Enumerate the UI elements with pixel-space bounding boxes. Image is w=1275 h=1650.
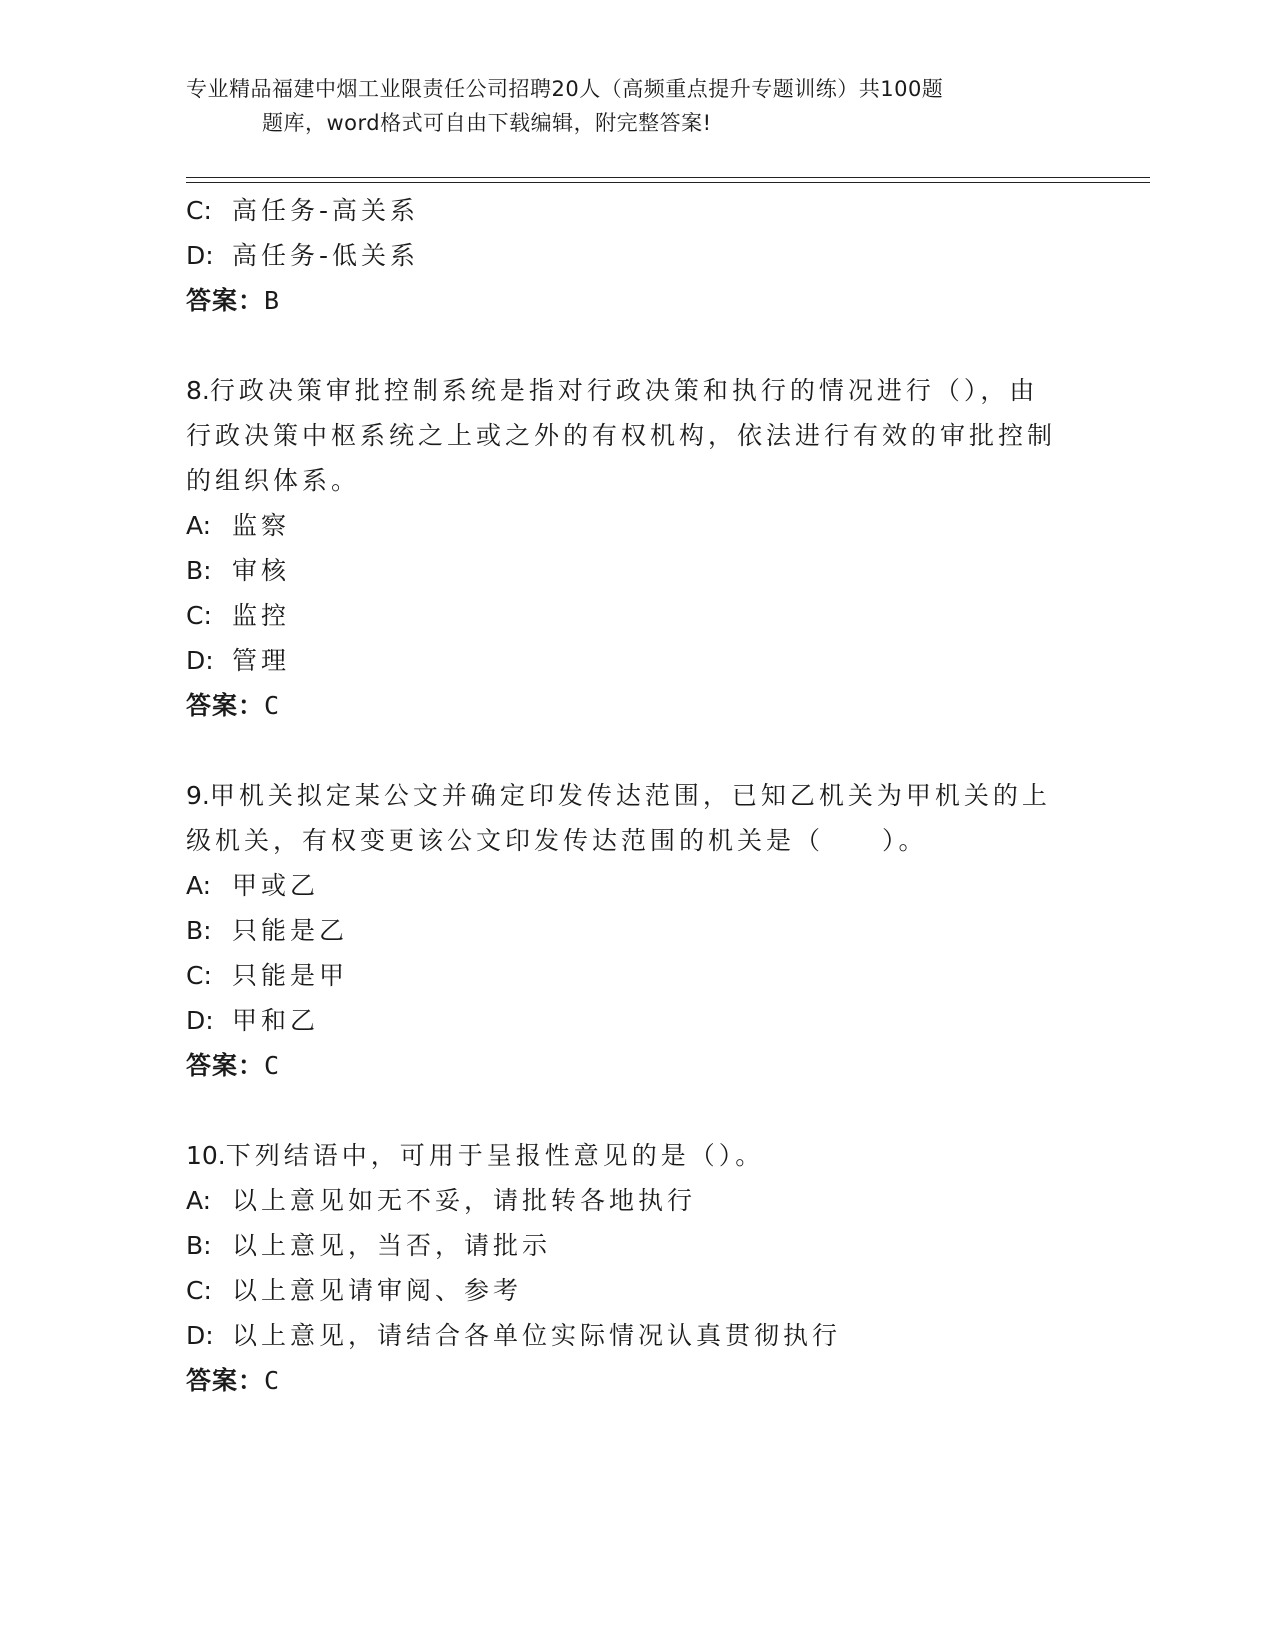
option-key: A: xyxy=(186,1186,212,1215)
option-key: A: xyxy=(186,511,212,540)
option-key: B: xyxy=(186,916,212,945)
question-stem-line xyxy=(186,773,1086,818)
option-key: C: xyxy=(186,196,212,225)
option-a xyxy=(186,863,1086,908)
option-text: 审核 xyxy=(232,556,291,585)
option-d xyxy=(186,638,1086,683)
option-text: 只能是甲 xyxy=(232,961,349,990)
option-key: B: xyxy=(186,1231,212,1260)
header-title-line1: 专业精品福建中烟工业限责任公司招聘20人（高频重点提升专题训练）共100题 xyxy=(186,77,944,101)
question-stem-line xyxy=(186,1133,1086,1178)
option-key: B: xyxy=(186,556,212,585)
option-b xyxy=(186,548,1086,593)
header-divider-double xyxy=(186,182,1150,183)
option-text: 甲和乙 xyxy=(232,1006,320,1035)
option-text: 以上意见，当否，请批示 xyxy=(232,1231,552,1260)
option-text: 监察 xyxy=(232,511,291,540)
question-stem-line xyxy=(186,368,1086,413)
question-number: 10. xyxy=(186,1141,226,1170)
question-stem-line: 行政决策中枢系统之上或之外的有权机构，依法进行有效的审批控制 xyxy=(186,421,1057,450)
option-b xyxy=(186,908,1086,953)
option-key: D: xyxy=(186,241,214,270)
question-number: 9. xyxy=(186,781,210,810)
answer-label: 答案： xyxy=(186,691,265,720)
option-key: D: xyxy=(186,1321,214,1350)
question-stem-text: 行政决策审批控制系统是指对行政决策和执行的情况进行（），由 xyxy=(209,376,1039,405)
option-text: 以上意见请审阅、参考 xyxy=(232,1276,523,1305)
option-text: 以上意见，请结合各单位实际情况认真贯彻执行 xyxy=(232,1321,842,1350)
question-stem-text: 甲机关拟定某公文并确定印发传达范围，已知乙机关为甲机关的上 xyxy=(209,781,1051,810)
question-8 xyxy=(186,368,1086,728)
question-stem-text: 下列结语中，可用于呈报性意见的是（）。 xyxy=(225,1141,765,1170)
option-text: 甲或乙 xyxy=(232,871,320,900)
answer-value: B xyxy=(264,286,281,315)
question-stem-line: 级机关，有权变更该公文印发传达范围的机关是（ ）。 xyxy=(186,826,928,855)
option-key: C: xyxy=(186,961,212,990)
option-c xyxy=(186,1268,1086,1313)
option-text: 监控 xyxy=(232,601,291,630)
question-list xyxy=(186,188,1086,1403)
answer-value: C xyxy=(264,1051,281,1080)
option-key: C: xyxy=(186,601,212,630)
option-text: 管理 xyxy=(232,646,291,675)
option-b xyxy=(186,1223,1086,1268)
question-10 xyxy=(186,1133,1086,1403)
answer-value: C xyxy=(264,691,281,720)
option-d xyxy=(186,998,1086,1043)
option-a xyxy=(186,1178,1086,1223)
question-number: 8. xyxy=(186,376,210,405)
header-divider xyxy=(186,177,1150,178)
option-d xyxy=(186,233,1086,278)
answer-label: 答案： xyxy=(186,1051,265,1080)
answer-label: 答案： xyxy=(186,1366,265,1395)
option-c xyxy=(186,593,1086,638)
question-stem-line: 的组织体系。 xyxy=(186,466,361,495)
question-9 xyxy=(186,773,1086,1088)
option-text: 高任务-低关系 xyxy=(232,241,420,270)
header-title-line2: 题库，word格式可自由下载编辑，附完整答案! xyxy=(262,111,712,135)
option-key: D: xyxy=(186,646,214,675)
option-text: 高任务-高关系 xyxy=(232,196,420,225)
option-key: D: xyxy=(186,1006,214,1035)
answer-value: C xyxy=(264,1366,281,1395)
option-text: 以上意见如无不妥，请批转各地执行 xyxy=(232,1186,697,1215)
option-d xyxy=(186,1313,1086,1358)
answer-line xyxy=(186,683,1086,728)
option-c xyxy=(186,953,1086,998)
option-c xyxy=(186,188,1086,233)
option-key: C: xyxy=(186,1276,212,1305)
option-text: 只能是乙 xyxy=(232,916,349,945)
option-a xyxy=(186,503,1086,548)
answer-line xyxy=(186,1358,1086,1403)
option-key: A: xyxy=(186,871,212,900)
answer-line xyxy=(186,278,1086,323)
answer-label: 答案： xyxy=(186,286,265,315)
page-header xyxy=(186,72,1086,140)
question-7 xyxy=(186,188,1086,323)
answer-line xyxy=(186,1043,1086,1088)
